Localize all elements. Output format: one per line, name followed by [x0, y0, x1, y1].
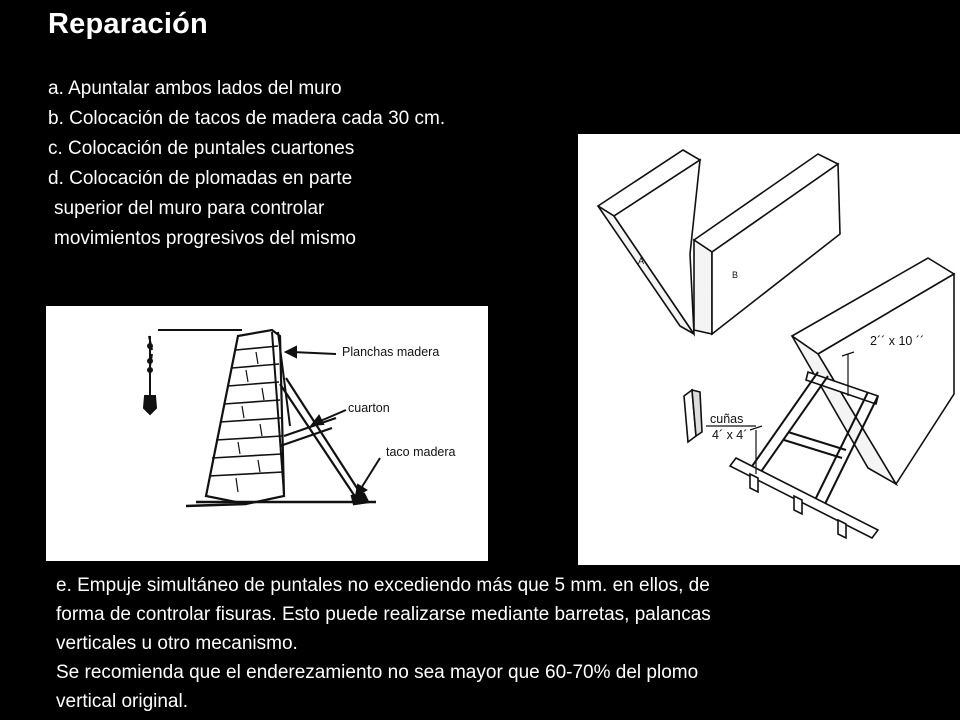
- label-dimension-top: 2´´ x 10 ´´: [870, 334, 925, 348]
- step-d-continued-2: movimientos progresivos del mismo: [54, 228, 356, 249]
- page-title: Reparación: [48, 8, 208, 40]
- label-b: B: [732, 270, 739, 280]
- step-e-line-1: e. Empuje simultáneo de puntales no excediendo más que 5 mm. en ellos, de: [56, 575, 710, 596]
- wall-panel-b: [694, 154, 840, 334]
- wall-shoring-illustration: [46, 306, 488, 561]
- instructions-paragraph: [56, 571, 906, 716]
- repair-steps-list: [48, 74, 445, 254]
- wall-joint-drawing: [578, 134, 960, 565]
- wall-joint-shoring-illustration: [578, 134, 960, 565]
- ground-beam: [730, 458, 878, 538]
- step-a: a. Apuntalar ambos lados del muro: [48, 78, 342, 99]
- recommendation-line-2: vertical original.: [56, 691, 188, 712]
- label-dimension-cunas: 4´ x 4´: [712, 428, 748, 442]
- wedge-detail: [684, 390, 702, 442]
- step-e-line-3: verticales u otro mecanismo.: [56, 633, 298, 654]
- leaning-wall: [206, 330, 284, 504]
- step-c: c. Colocación de puntales cuartones: [48, 138, 355, 159]
- step-e-line-2: forma de controlar fisuras. Esto puede realizarse mediante barretas, palancas: [56, 604, 711, 625]
- wall-shoring-drawing: [46, 306, 488, 561]
- recommendation-line-1: Se recomienda que el enderezamiento no sea mayor que 60-70% del plomo: [56, 662, 699, 683]
- step-b: b. Colocación de tacos de madera cada 30 cm.: [48, 108, 446, 129]
- wall-panel-a: [598, 150, 700, 334]
- label-a: A: [638, 256, 645, 266]
- label-planchas-madera: Planchas madera: [342, 345, 440, 359]
- label-cuarton: cuarton: [348, 401, 390, 415]
- step-d-continued-1: superior del muro para controlar: [54, 198, 325, 219]
- diagonal-props: [280, 378, 366, 504]
- step-d: d. Colocación de plomadas en parte: [48, 168, 353, 189]
- label-taco-madera: taco madera: [386, 445, 456, 459]
- label-arrows: [286, 347, 380, 496]
- label-cunas: cuñas: [710, 412, 744, 426]
